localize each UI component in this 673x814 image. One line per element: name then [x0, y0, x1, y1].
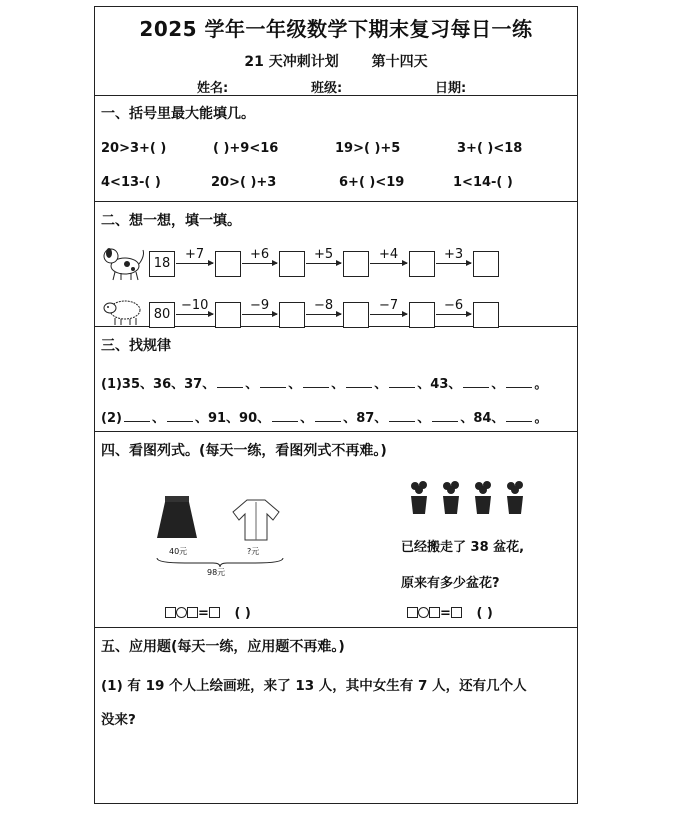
pattern-row-2: [101, 407, 547, 426]
total-price: 98元: [207, 568, 226, 577]
chain-op: −7: [379, 298, 399, 313]
chain-answer-box[interactable]: [215, 302, 241, 328]
section-5: [95, 628, 577, 803]
pattern-sep: 、: [245, 377, 259, 392]
pattern-sep: 、: [491, 411, 505, 426]
section-3: [95, 327, 577, 432]
chain-arrow: [436, 247, 471, 264]
chain-answer-box[interactable]: [409, 251, 435, 277]
name-field-label[interactable]: 姓名:: [197, 81, 229, 96]
pattern-blank[interactable]: [346, 375, 372, 388]
chain-arrow: [242, 298, 277, 315]
pattern-sep: 、: [460, 411, 474, 426]
pattern-sep: 、: [151, 411, 165, 426]
pattern-known: 43: [430, 377, 449, 392]
chain-op: +3: [444, 247, 464, 262]
pattern-sep: 、: [417, 377, 431, 392]
pattern-sep: 、: [300, 411, 314, 426]
pattern-end: 。: [534, 411, 548, 426]
skirt-price: 40元: [169, 547, 188, 556]
pattern-sep: 、: [288, 377, 302, 392]
eq-sign: =: [198, 606, 209, 621]
pattern-sep: 、: [374, 377, 388, 392]
chain-answer-box[interactable]: [473, 302, 499, 328]
section-3-title: 三、找规律: [101, 338, 171, 354]
worksheet-subtitle: [95, 51, 577, 71]
equation-right: [407, 606, 493, 621]
section-1-title: 一、括号里最大能填几。: [101, 106, 255, 122]
pattern-blank[interactable]: [167, 409, 193, 422]
chain-op: +7: [185, 247, 205, 262]
inequality[interactable]: 1<14-( ): [453, 175, 513, 190]
inequality[interactable]: 6+( )<19: [339, 175, 405, 190]
chain-start-box: 80: [149, 302, 175, 328]
chain-arrow: [306, 247, 341, 264]
chain-answer-box[interactable]: [473, 251, 499, 277]
worksheet-header: [95, 7, 577, 96]
chain-arrow: [370, 247, 407, 264]
pattern-blank[interactable]: [463, 375, 489, 388]
pattern-prefix: (1)35、36、37、: [101, 377, 216, 392]
eq-sign: =: [440, 606, 451, 621]
chain-arrow: [176, 247, 213, 264]
eq-square[interactable]: [451, 607, 462, 618]
chain-arrow: [436, 298, 471, 315]
shirt-icon: [231, 498, 281, 542]
pattern-blank[interactable]: [217, 375, 243, 388]
pattern-blank[interactable]: [389, 409, 415, 422]
chain-arrow: [242, 247, 277, 264]
date-field-label[interactable]: 日期:: [435, 81, 467, 96]
eq-unit-paren[interactable]: ( ): [234, 606, 251, 621]
chain-op: −6: [444, 298, 464, 313]
chain-answer-box[interactable]: [409, 302, 435, 328]
shirt-price: ?元: [247, 547, 260, 556]
pattern-blank[interactable]: [432, 409, 458, 422]
pattern-sep: 、: [417, 411, 431, 426]
pattern-sep: 、: [343, 411, 357, 426]
pattern-blank[interactable]: [506, 409, 532, 422]
word-problem-line-1: (1) 有 19 个人上绘画班，来了 13 人，其中女生有 7 人，还有几个人: [101, 678, 527, 694]
chain-op: −8: [314, 298, 334, 313]
worksheet-title: 2025 学年一年级数学下期末复习每日一练: [139, 17, 533, 41]
pattern-blank[interactable]: [315, 409, 341, 422]
section-2-title: 二、想一想，填一填。: [101, 213, 241, 229]
eq-square[interactable]: [429, 607, 440, 618]
word-problem-line-2: 没来?: [101, 712, 136, 728]
pattern-sep: 、: [491, 377, 505, 392]
eq-circle[interactable]: [418, 607, 429, 618]
number-chain-subtract: [95, 297, 577, 331]
chain-answer-box[interactable]: [279, 302, 305, 328]
pattern-blank[interactable]: [272, 409, 298, 422]
inequality[interactable]: ( )+9<16: [213, 141, 279, 156]
pattern-blank[interactable]: [389, 375, 415, 388]
pattern-prefix: (2): [101, 411, 122, 426]
eq-unit-paren[interactable]: ( ): [476, 606, 493, 621]
pattern-sep: 、: [374, 411, 388, 426]
eq-square[interactable]: [187, 607, 198, 618]
flower-question-2: 原来有多少盆花?: [401, 576, 500, 591]
chain-start-box: 18: [149, 251, 175, 277]
chain-answer-box[interactable]: [343, 251, 369, 277]
section-4: [95, 432, 577, 628]
number-chain-add: [95, 246, 577, 280]
inequality[interactable]: 3+( )<18: [457, 141, 523, 156]
pattern-blank[interactable]: [124, 409, 150, 422]
day-label: 第十四天: [371, 54, 428, 70]
pattern-sep: 、: [331, 377, 345, 392]
pattern-known: 91、90、: [207, 411, 271, 426]
skirt-icon: [155, 494, 199, 542]
section-4-title: 四、看图列式。(每天一练，看图列式不再难。): [101, 443, 387, 459]
chain-op: +5: [314, 247, 334, 262]
equation-left: [165, 606, 251, 621]
chain-arrow: [370, 298, 407, 315]
flower-pots-icon: [407, 480, 537, 516]
pattern-sep: 、: [194, 411, 208, 426]
pattern-blank[interactable]: [260, 375, 286, 388]
pattern-blank[interactable]: [506, 375, 532, 388]
section-2: [95, 202, 577, 327]
pattern-blank[interactable]: [303, 375, 329, 388]
pattern-sep: 、: [448, 377, 462, 392]
pattern-known: 84: [473, 411, 492, 426]
section-1: [95, 95, 577, 202]
chain-answer-box[interactable]: [279, 251, 305, 277]
chain-arrow: [306, 298, 341, 315]
chain-arrow: [176, 298, 213, 315]
chain-op: −10: [181, 298, 209, 313]
chain-op: +6: [250, 247, 270, 262]
eq-square[interactable]: [165, 607, 176, 618]
eq-square[interactable]: [209, 607, 220, 618]
inequality[interactable]: 20>3+( ): [101, 141, 167, 156]
inequality[interactable]: 4<13-( ): [101, 175, 161, 190]
section-5-title: 五、应用题(每天一练，应用题不再难。): [101, 639, 345, 655]
chain-answer-box[interactable]: [343, 302, 369, 328]
eq-circle[interactable]: [176, 607, 187, 618]
chain-op: +4: [379, 247, 399, 262]
flower-question-1: 已经搬走了 38 盆花,: [401, 540, 525, 555]
class-field-label[interactable]: 班级:: [311, 81, 343, 96]
chain-answer-box[interactable]: [215, 251, 241, 277]
inequality[interactable]: 20>( )+3: [211, 175, 277, 190]
inequality[interactable]: 19>( )+5: [335, 141, 401, 156]
worksheet: [94, 6, 578, 804]
pattern-known: 87: [356, 411, 375, 426]
eq-square[interactable]: [407, 607, 418, 618]
pattern-end: 。: [534, 377, 548, 392]
plan-label: 21 天冲刺计划: [244, 54, 339, 70]
pattern-row-1: [101, 373, 547, 392]
chain-op: −9: [250, 298, 270, 313]
